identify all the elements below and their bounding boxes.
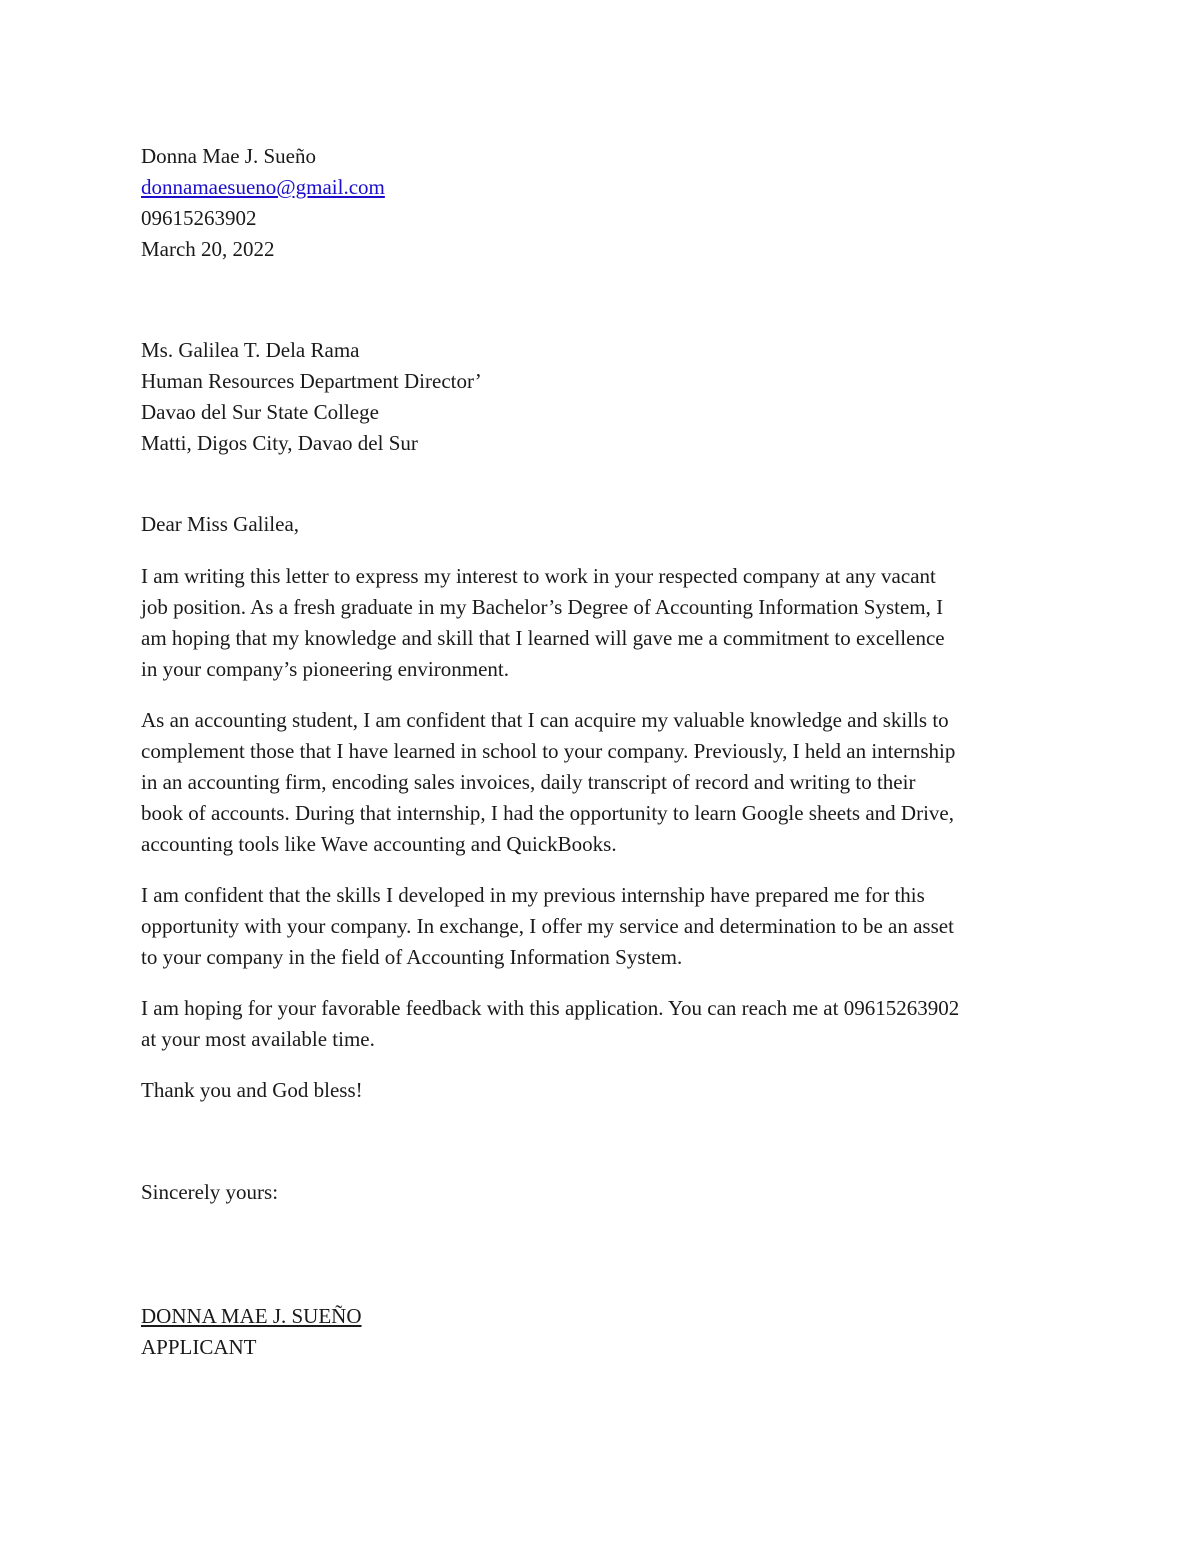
paragraph-2-line: book of accounts. During that internship, I had the opportunity to learn Google sheets and Drive,	[141, 801, 954, 825]
paragraph-1-line: I am writing this letter to express my interest to work in your respected company at any vacant	[141, 564, 936, 588]
recipient-organization: Davao del Sur State College	[141, 400, 379, 424]
signature-name: DONNA MAE J. SUEÑO	[141, 1304, 362, 1328]
paragraph-3-line: to your company in the field of Accounting Information System.	[141, 945, 683, 969]
paragraph-2-line: accounting tools like Wave accounting and QuickBooks.	[141, 832, 617, 856]
paragraph-1-line: am hoping that my knowledge and skill that I learned will gave me a commitment to excellence	[141, 626, 945, 650]
sender-email-link[interactable]: donnamaesueno@gmail.com	[141, 175, 385, 199]
recipient-title: Human Resources Department Director’	[141, 369, 482, 393]
letter-date: March 20, 2022	[141, 237, 275, 261]
paragraph-1-line: in your company’s pioneering environment.	[141, 657, 510, 681]
paragraph-1-line: job position. As a fresh graduate in my Bachelor’s Degree of Accounting Information System, I	[141, 595, 944, 619]
salutation: Dear Miss Galilea,	[141, 512, 300, 536]
signature-role: APPLICANT	[141, 1335, 257, 1359]
paragraph-2-line: complement those that I have learned in school to your company. Previously, I held an internship	[141, 739, 956, 763]
closing-line: Sincerely yours:	[141, 1180, 279, 1204]
recipient-address: Matti, Digos City, Davao del Sur	[141, 431, 418, 455]
sender-name: Donna Mae J. Sueño	[141, 144, 316, 168]
paragraph-3-line: I am confident that the skills I developed in my previous internship have prepared me for this	[141, 883, 925, 907]
paragraph-2-line: As an accounting student, I am confident that I can acquire my valuable knowledge and skills to	[141, 708, 949, 732]
paragraph-2-line: in an accounting firm, encoding sales invoices, daily transcript of record and writing to their	[141, 770, 916, 794]
thanks-line: Thank you and God bless!	[141, 1078, 363, 1102]
paragraph-4-line: I am hoping for your favorable feedback with this application. You can reach me at 09615263902	[141, 996, 960, 1020]
sender-phone: 09615263902	[141, 206, 257, 230]
recipient-name: Ms. Galilea T. Dela Rama	[141, 338, 360, 362]
paragraph-4-line: at your most available time.	[141, 1027, 375, 1051]
paragraph-3-line: opportunity with your company. In exchange, I offer my service and determination to be an asset	[141, 914, 954, 938]
